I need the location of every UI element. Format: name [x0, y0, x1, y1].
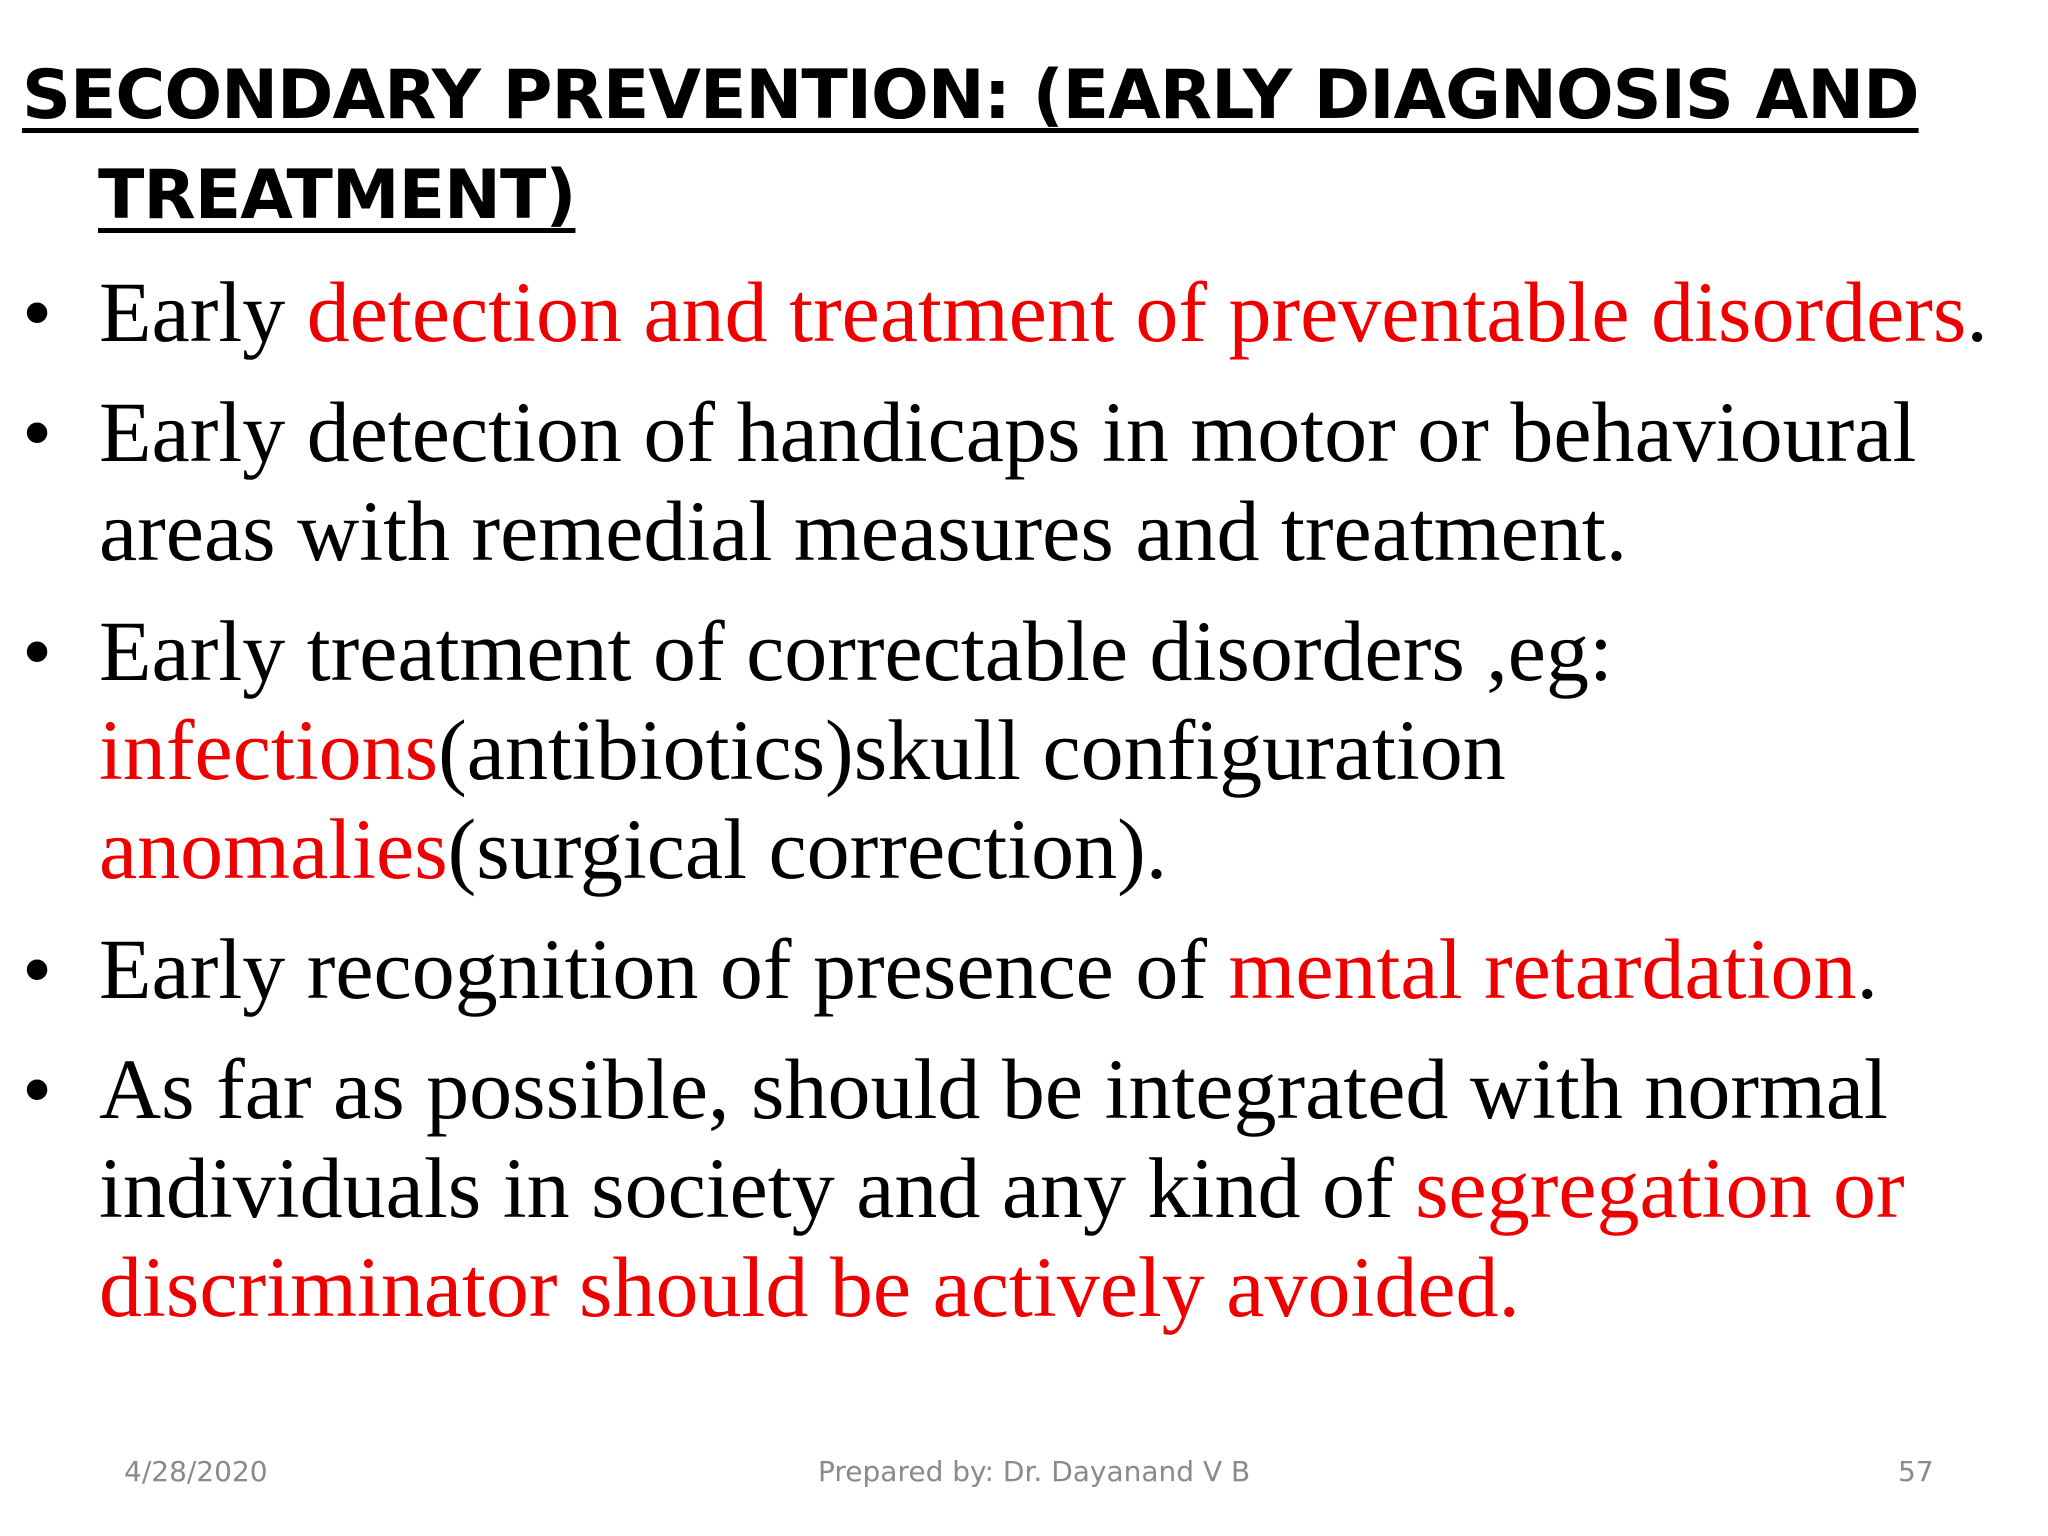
bullet-dot: •	[22, 921, 53, 1017]
bullet-item-3	[22, 602, 2032, 899]
bullet-2-text: Early detection of handicaps in motor or behavioural areas with remedial measures and treatment.	[99, 384, 1917, 579]
bullet-3-text-3: (surgical correction).	[447, 801, 1168, 897]
bullet-1-text-1: Early	[99, 264, 307, 360]
bullet-5-highlight: segregation or discriminator should be actively avoided.	[99, 1140, 1905, 1335]
bullet-dot: •	[22, 1041, 53, 1137]
bullet-4-text-2: .	[1856, 921, 1878, 1017]
bullet-3-highlight-1: infections	[99, 702, 439, 798]
slide-title-text: SECONDARY PREVENTION: (EARLY DIAGNOSIS AND TREATMENT)	[22, 56, 1919, 235]
bullet-3-highlight-2: anomalies	[99, 801, 448, 897]
bullet-item-2	[22, 383, 2032, 581]
bullet-3-text-1: Early treatment of correctable disorders ,eg:	[99, 603, 1613, 699]
bullet-4-highlight: mental retardation	[1228, 921, 1857, 1017]
bullet-item-4	[22, 920, 2032, 1019]
bullet-item-1	[22, 263, 2032, 362]
footer-page-number: 57	[1898, 1455, 1934, 1488]
bullet-1-highlight: detection and treatment of preventable disorders	[306, 264, 1967, 360]
bullet-dot: •	[22, 264, 53, 360]
footer-author: Prepared by: Dr. Dayanand V B	[818, 1455, 1251, 1488]
bullet-5-text-1: As far as possible, should be integrated with normal individuals in society and any kind of	[99, 1041, 1888, 1236]
bullet-dot: •	[22, 603, 53, 699]
slide-title	[22, 46, 2048, 246]
bullet-4-text-1: Early recognition of presence of	[99, 921, 1229, 1017]
bullet-list	[22, 263, 2032, 1358]
bullet-1-text-2: .	[1966, 264, 1988, 360]
footer-date: 4/28/2020	[124, 1455, 268, 1488]
bullet-item-5	[22, 1040, 2032, 1337]
bullet-3-text-2: (antibiotics)skull configuration	[438, 702, 1506, 798]
bullet-dot: •	[22, 384, 53, 480]
